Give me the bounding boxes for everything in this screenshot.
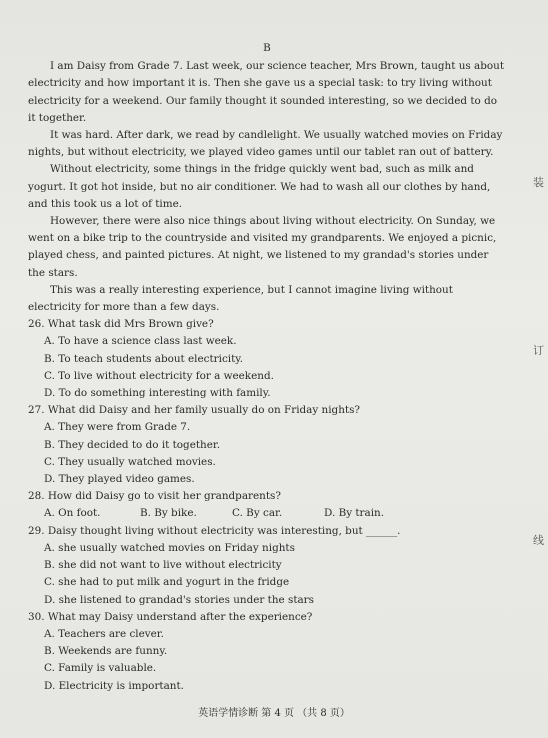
question-26-stem: 26. What task did Mrs Brown give? bbox=[28, 318, 214, 331]
question-26-option-b: B. To teach students about electricity. bbox=[44, 352, 244, 365]
passage-paragraph: I am Daisy from Grade 7. Last week, our science teacher, Mrs Brown, taught us about electricity and how important it is. Then she gave us a special task: to try living without electricity for a weekend. Our family thought it sounded interesting, so we decided to do it together. bbox=[28, 60, 505, 124]
question-27-option-c: C. They usually watched movies. bbox=[44, 455, 216, 468]
section-label: B bbox=[263, 42, 271, 54]
question-29-option-a: A. she usually watched movies on Friday nights bbox=[44, 541, 295, 554]
question-28-option-a: A. On foot. bbox=[44, 507, 101, 520]
question-30-option-a: A. Teachers are clever. bbox=[44, 627, 164, 640]
page-footer: 英语学情诊断 第 4 页 （共 8 页） bbox=[198, 708, 350, 719]
question-28-stem: 28. How did Daisy go to visit her grandparents? bbox=[28, 490, 281, 503]
binding-mark-xian: 线 bbox=[533, 534, 544, 547]
question-29-option-b: B. she did not want to live without electricity bbox=[44, 559, 282, 572]
question-28-option-b: B. By bike. bbox=[140, 507, 197, 520]
passage-paragraph: It was hard. After dark, we read by candlelight. We usually watched movies on Friday nights, but without electricity, we played video games until our tablet ran out of battery. bbox=[28, 129, 503, 159]
question-29-option-d: D. she listened to grandad's stories under the stars bbox=[44, 593, 314, 606]
question-30-option-d: D. Electricity is important. bbox=[44, 679, 184, 692]
question-28-options bbox=[44, 505, 506, 522]
question-29-option-c: C. she had to put milk and yogurt in the fridge bbox=[44, 576, 290, 589]
question-27-option-a: A. They were from Grade 7. bbox=[44, 421, 191, 434]
question-28-option-c: C. By car. bbox=[232, 507, 283, 520]
question-30-stem: 30. What may Daisy understand after the experience? bbox=[28, 610, 313, 623]
question-29-stem: 29. Daisy thought living without electricity was interesting, but ______. bbox=[28, 524, 401, 537]
question-28-option-d: D. By train. bbox=[324, 507, 385, 520]
question-30-option-c: C. Family is valuable. bbox=[44, 662, 157, 675]
question-26-option-c: C. To live without electricity for a weekend. bbox=[44, 369, 274, 382]
question-27-stem: 27. What did Daisy and her family usually do on Friday nights? bbox=[28, 404, 360, 417]
passage-paragraph: This was a really interesting experience, but I cannot imagine living without electricity for more than a few days. bbox=[28, 283, 453, 314]
reading-section bbox=[28, 40, 506, 695]
question-27-option-d: D. They played video games. bbox=[44, 473, 195, 486]
question-26-option-a: A. To have a science class last week. bbox=[44, 335, 237, 348]
question-26-option-d: D. To do something interesting with family. bbox=[44, 387, 271, 400]
question-27-option-b: B. They decided to do it together. bbox=[44, 438, 221, 451]
binding-mark-ding: 订 bbox=[533, 344, 544, 357]
passage-paragraph: However, there were also nice things about living without electricity. On Sunday, we went on a bike trip to the countryside and visited my grandparents. We enjoyed a picnic, played chess, and painted pictures. At night, we listened to my grandad's stories under the stars. bbox=[28, 215, 497, 279]
passage-paragraph: Without electricity, some things in the fridge quickly went bad, such as milk and yogurt. It got hot inside, but no air conditioner. We had to wash all our clothes by hand, and this took us a lot of time. bbox=[28, 163, 491, 210]
binding-mark-zhuang: 装 bbox=[533, 176, 544, 189]
question-30-option-b: B. Weekends are funny. bbox=[44, 645, 168, 658]
